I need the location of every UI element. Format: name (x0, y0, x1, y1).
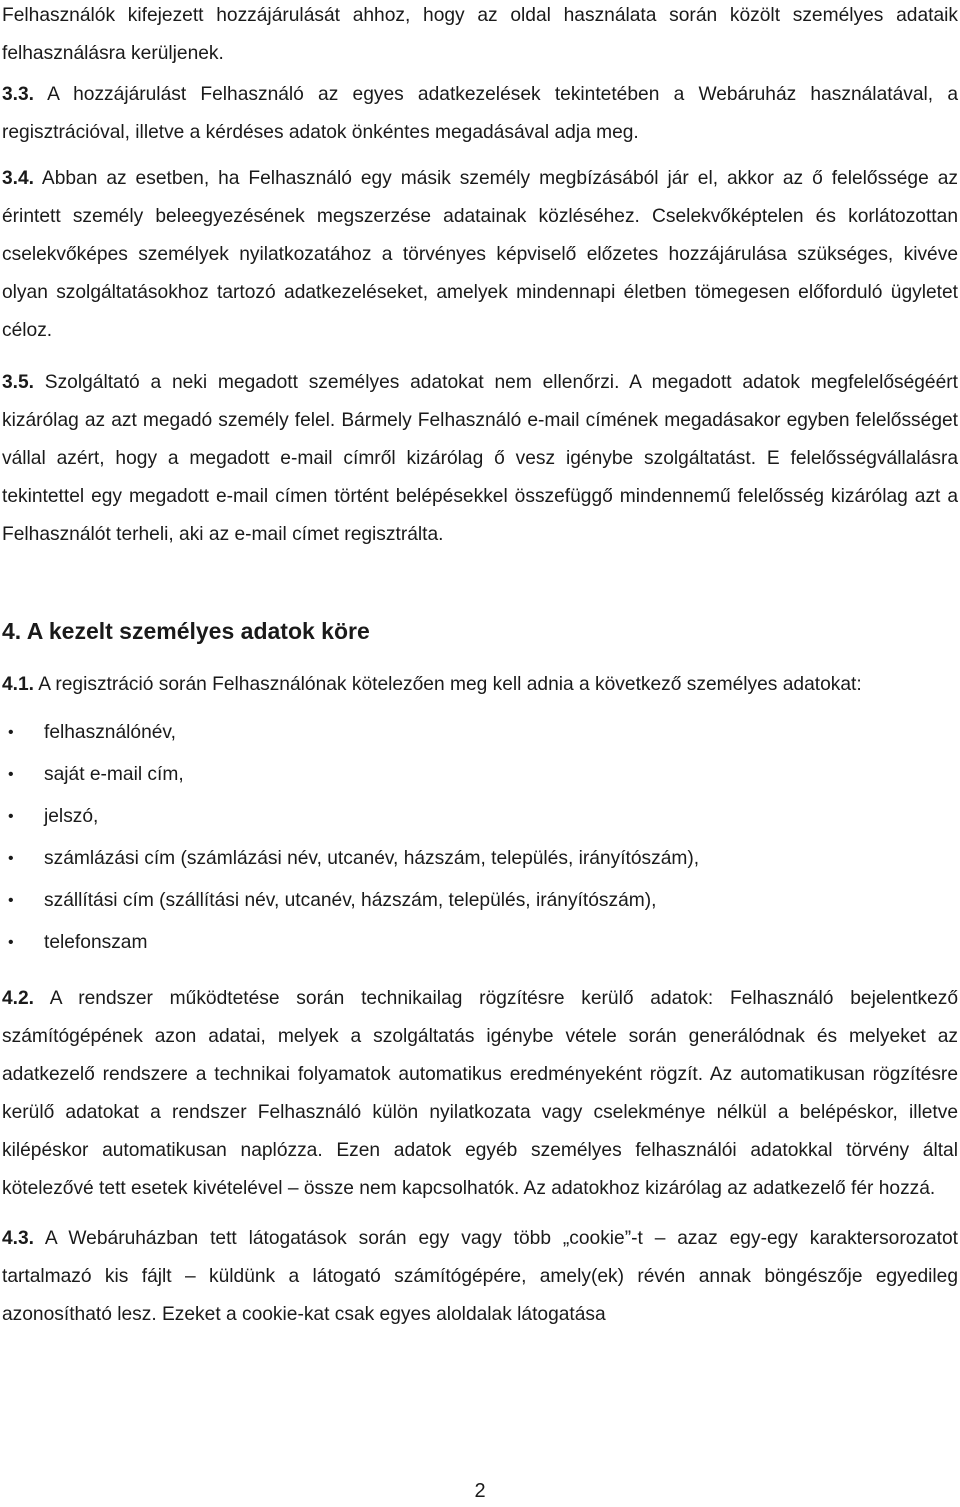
paragraph-4-1: 4.1. A regisztráció során Felhasználónak kötelezően meg kell adnia a következő személyes adatokat: (2, 674, 862, 695)
paragraph-3-5: 3.5. Szolgáltató a neki megadott személyes adatokat nem ellenőrzi. A megadott adatok megfelelőségéért kizárólag az azt megadó személy felel. Bármely Felhasználó e-mail címének megadásakor egyben felelősséget vállal azért, hogy a megadott e-mail címről kizárólag ő vesz igénybe szolgáltatást. E felelősségvállalásra tekintettel egy megadott e-mail címen történt belépésekkel összefüggő mindennemű felelősség kizárólag azt a Felhasználót terheli, aki az e-mail címet regisztrálta. (2, 372, 958, 545)
bullet-icon: • (8, 892, 14, 909)
list-item: • jelszó, (2, 796, 958, 838)
list-item: • felhasználónév, (2, 712, 958, 754)
section-number: 4.3. (2, 1228, 35, 1249)
paragraph-4-2: 4.2. A rendszer működtetése során technikailag rögzítésre kerülő adatok: Felhasználó bejelentkező számítógépének azon adatai, melyek a szolgáltatás igénybe vétele során generálódnak és melyeket az adatkezelő rendszere a technikai folyamatok automatikus eredményeként rögzít. Az automatikusan rögzítésre kerülő adatokat a rendszer Felhasználó külön nyilatkozata vagy cselekménye nélkül a belépéskor, illetve kilépéskor automatikusan naplózza. Ezen adatok egyéb személyes felhasználói adatokkal törvény által kötelezővé tett esetek kivételével – össze nem kapcsolhatók. Az adatokhoz kizárólag az adatkezelő fér hozzá. (2, 988, 958, 1199)
bullet-icon: • (8, 766, 14, 783)
paragraph-intro: Felhasználók kifejezett hozzájárulását ahhoz, hogy az oldal használata során közölt személyes adataik felhasználásra kerüljenek. (2, 5, 958, 64)
section-number: 3.3. (2, 84, 35, 105)
personal-data-list (2, 712, 958, 964)
list-item: • számlázási cím (számlázási név, utcanév, házszám, település, irányítószám), (2, 838, 958, 880)
paragraph-3-3: 3.3. A hozzájárulást Felhasználó az egyes adatkezelések tekintetében a Webáruház használatával, a regisztrációval, illetve a kérdéses adatok önkéntes megadásával adja meg. (2, 84, 958, 143)
section-number: 4.2. (2, 988, 35, 1009)
bullet-icon: • (8, 850, 14, 867)
bullet-icon: • (8, 934, 14, 951)
list-item: • saját e-mail cím, (2, 754, 958, 796)
page-number: 2 (474, 1480, 486, 1502)
list-item: • telefonszam (2, 922, 958, 964)
paragraph-3-4: 3.4. Abban az esetben, ha Felhasználó egy másik személy megbízásából jár el, akkor az ő felelőssége az érintett személy beleegyezésének megszerzése adatainak közléséhez. Cselekvőképtelen és korlátozottan cselekvőképes személyek nyilatkozatához a törvényes képviselő előzetes hozzájárulása szükséges, kivéve olyan szolgáltatásokhoz tartozó adatkezeléseket, amelyek mindennapi életben tömegesen előforduló ügyletet céloz. (2, 168, 958, 341)
section-number: 3.5. (2, 372, 35, 393)
section-heading: 4. A kezelt személyes adatok köre (2, 618, 370, 644)
section-number: 3.4. (2, 168, 35, 189)
list-item: • szállítási cím (szállítási név, utcanév, házszám, település, irányítószám), (2, 880, 958, 922)
bullet-icon: • (8, 808, 14, 825)
paragraph-4-3: 4.3. A Webáruházban tett látogatások során egy vagy több „cookie”-t – azaz egy-egy karaktersorozatot tartalmazó kis fájlt – küldünk a látogató számítógépére, amely(ek) révén annak böngészője egyedileg azonosítható lesz. Ezeket a cookie-kat csak egyes aloldalak látogatása (2, 1228, 958, 1325)
section-number: 4.1. (2, 674, 35, 695)
bullet-icon: • (8, 724, 14, 741)
